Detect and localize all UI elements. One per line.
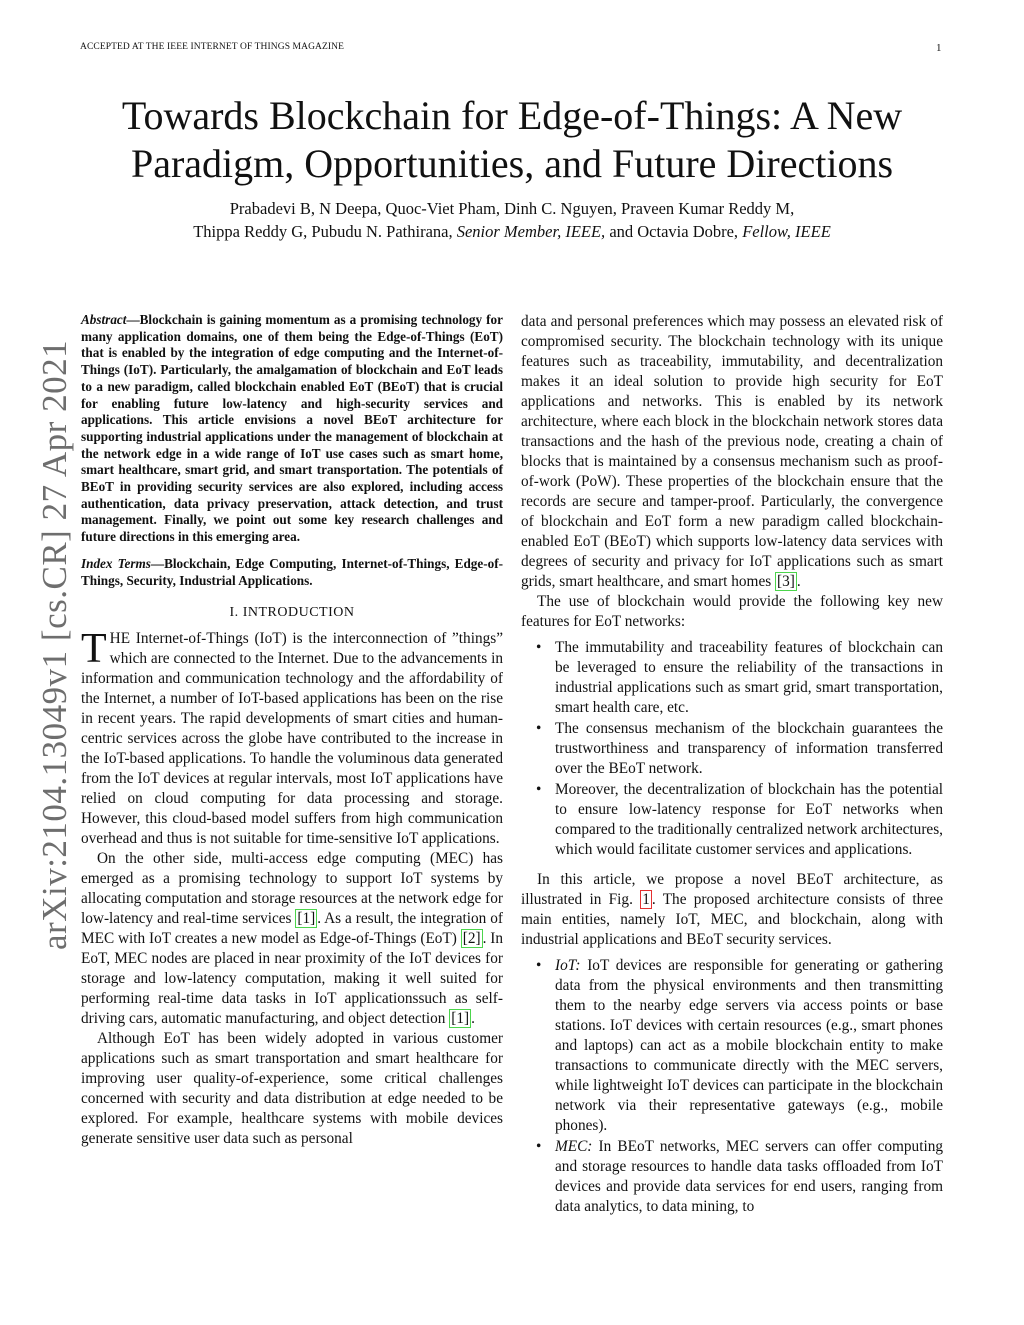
authors-names: and Octavia Dobre,: [605, 222, 743, 241]
intro-paragraph-5: In this article, we propose a novel BEoT architecture, as illustrated in Fig. 1 . The proposed architecture consists of three main entities, namely IoT, MEC, and blockchain, along with industrial applications and BEoT security services.: [521, 871, 943, 948]
arxiv-identifier: arXiv:2104.13049v1 [cs.CR] 27 Apr 2021: [35, 339, 74, 950]
title-line: Towards Blockchain for Edge-of-Things: A New: [121, 93, 903, 138]
author-membership: Fellow, IEEE: [742, 222, 831, 241]
intro-paragraph-4: The use of blockchain would provide the following key new features for EoT networks:: [521, 593, 943, 630]
abstract: [81, 312, 503, 546]
drop-cap: T: [81, 626, 107, 673]
page-number: 1: [936, 42, 942, 54]
author-membership: Senior Member, IEEE,: [456, 222, 606, 241]
entity-list: [521, 956, 943, 1217]
citation-link[interactable]: [3]: [777, 573, 795, 590]
intro-paragraph-2: On the other side, multi-access edge computing (MEC) has emerged as a promising technology to support IoT systems by allocating computation and storage resources at the network edge for low-latency and real-time services [1] . As a result, the integration of MEC with IoT creates a new model as Edge-of-Things (EoT) [2] . In EoT, MEC nodes are placed in near proximity of the IoT devices for storage and low-latency computation, making it well suited for performing real-time data tasks in IoT applicationssuch as self-driving cars, automatic manufacturing, and object detection [1] .: [81, 850, 503, 1028]
authors-line-1: Prabadevi B, N Deepa, Quoc-Viet Pham, Dinh C. Nguyen, Praveen Kumar Reddy M,: [229, 199, 795, 218]
list-item: • Moreover, the decentralization of blockchain has the potential to ensure low-latency response for EoT networks when compared to the traditionally centralized network architectures, which would facilitate customer services and applications.: [555, 780, 943, 860]
item-label: IoT:: [555, 957, 581, 974]
citation-link[interactable]: [1]: [297, 910, 316, 928]
intro-paragraph-3: Although EoT has been widely adopted in various customer applications such as smart transportation and smart healthcare for improving user quality-of-experience, some critical challenges concerned with security and data distribution at edge needed to be explored. For example, healthcare systems with mobile devices generate sensitive user data such as personal: [81, 1030, 503, 1148]
paper-title: [60, 92, 964, 188]
index-terms: [81, 556, 503, 589]
index-terms-label: Index Terms: [81, 555, 151, 571]
section-heading: I. INTRODUCTION: [229, 605, 355, 621]
list-item-iot: • IoT: IoT devices are responsible for generating or gathering data from the physical environments and then transmitting them to the nearby edge servers via access points or base stations. IoT devices with certain resources (e.g., smart phones and laptops) can act as a mobile blockchain entity to make transactions to communicate directly with the MEC servers, while lightweight IoT devices can participate in the blockchain network via their representative gateways (e.g., mobile phones).: [555, 956, 943, 1136]
list-item: • The consensus mechanism of the blockchain guarantees the trustworthiness and transparency of information transferred over the BEoT network.: [555, 719, 943, 779]
intro-paragraph-3-cont: data and personal preferences which may possess an elevated risk of compromised security. The blockchain technology with its unique features such as traceability, immutability, and decentralization makes it an ideal solution to provide high security for EoT applications and networks. This is enabled by its network architecture, where each block in the blockchain network stores data transactions and the hash of the previous node, creating a chain of blocks that is maintained by a consensus mechanism such as proof-of-work (PoW). These properties of the blockchain ensure that the records are secure and tamper-proof. Particularly, the convergence of blockchain and EoT form a new paradigm called blockchain-enabled EoT (BEoT) which supports low-latency data services with degrees of security and privacy for IoT applications such as smart grids, smart healthcare, and smart homes [3] .: [521, 313, 943, 590]
right-column: [521, 312, 943, 1223]
author-list: [60, 197, 964, 243]
authors-line-2: [60, 220, 964, 243]
running-header: ACCEPTED AT THE IEEE INTERNET OF THINGS MAGAZINE: [80, 42, 345, 52]
citation-link[interactable]: [2]: [462, 930, 481, 948]
authors-names: Thippa Reddy G, Pubudu N. Pathirana,: [193, 222, 457, 241]
figure-link[interactable]: 1: [642, 891, 650, 908]
citation-link[interactable]: [1]: [451, 1010, 470, 1028]
feature-list: [521, 638, 943, 860]
index-terms-text: —Blockchain, Edge Computing, Internet-of-Things, Edge-of-Things, Security, Industrial Applications.: [81, 555, 503, 588]
abstract-text: —Blockchain is gaining momentum as a promising technology for many application domains, one of them being the Edge-of-Things (EoT) that is enabled by the integration of edge computing and the Internet-of-Things (IoT). Particularly, the amalgamation of blockchain and EoT leads to a new paradigm, called blockchain enabled EoT (BEoT) that is crucial for enabling future low-latency and high-security services and applications. This article envisions a novel BEoT architecture for supporting industrial applications under the management of blockchain at the network edge in a wide range of IoT use cases such as smart home, smart healthcare, smart grid, and smart transportation. The potentials of BEoT in providing security services are also explored, including access authentication, data privacy preservation, attack detection, and trust management. Finally, we point out some key research challenges and future directions in this emerging area.: [81, 312, 503, 545]
list-item-mec: • MEC: In BEoT networks, MEC servers can offer computing and storage resources to handle data tasks offloaded from IoT devices and provide data services for end users, ranging from data analytics, to data mining, to: [555, 1137, 943, 1217]
title-line: Paradigm, Opportunities, and Future Directions: [130, 141, 894, 186]
item-label: MEC:: [555, 1138, 593, 1155]
list-item: • The immutability and traceability features of blockchain can be leveraged to ensure the reliability of the transactions in industrial applications such as smart grid, smart transportation, smart health care, etc.: [555, 638, 943, 718]
intro-paragraph-1: THE Internet-of-Things (IoT) is the interconnection of ”things” which are connected to the Internet. Due to the advancements in information and communication technology and the affordability of the Internet, a number of IoT-based applications has been on the rise in recent years. The rapid developments of smart cities and human-centric services across the globe have contributed to the increase in the IoT-based applications. To handle the voluminous data generated from the IoT devices at regular intervals, most IoT applications have relied on cloud computing for data processing and storage. However, this cloud-based model suffers from high communication overhead and thus is not suitable for time-sensitive IoT applications.: [81, 626, 503, 848]
lead-word: HE: [109, 630, 131, 648]
left-column: [81, 312, 503, 1149]
abstract-label: Abstract: [81, 312, 127, 327]
